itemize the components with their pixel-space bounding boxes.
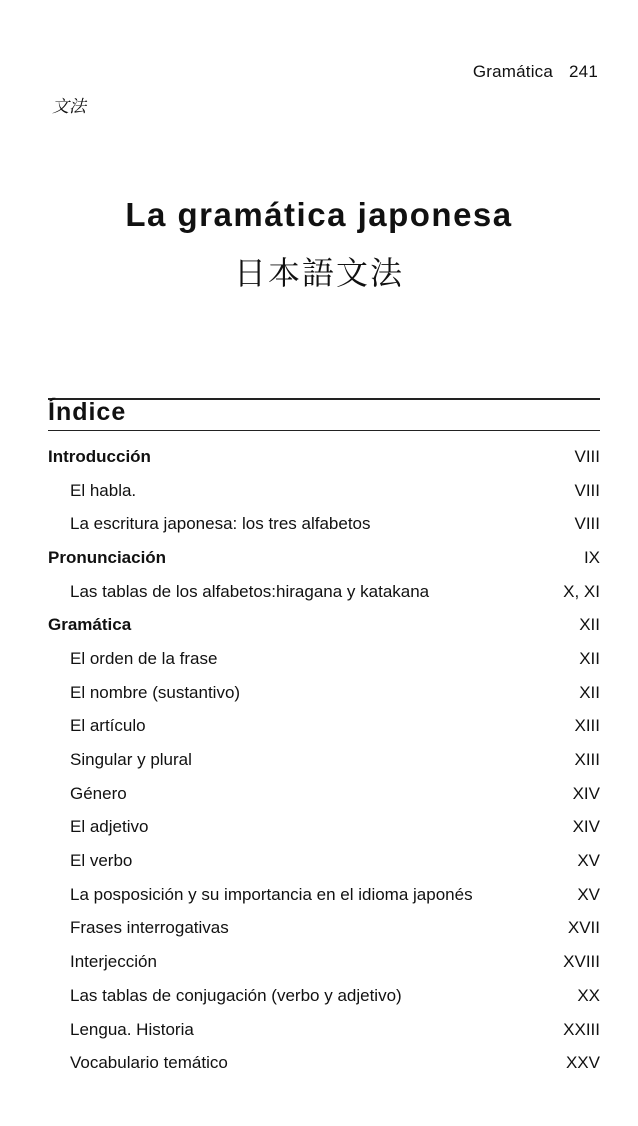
toc-entry-label: El verbo xyxy=(70,851,133,871)
toc-entry-label: El artículo xyxy=(70,716,146,736)
page-title: La gramática japonesa xyxy=(125,196,513,233)
toc-entry-row xyxy=(48,474,600,508)
toc-entry-row xyxy=(48,1046,600,1080)
toc-section-row xyxy=(48,608,600,642)
toc-entry-page: X, XI xyxy=(563,581,600,601)
toc-entry-page: XIII xyxy=(574,716,600,736)
toc-entry-label: Introducción xyxy=(48,446,151,466)
toc-entry-label: El orden de la frase xyxy=(70,648,218,668)
toc-entry-label: Vocabulario temático xyxy=(70,1053,228,1073)
toc-entry-row xyxy=(48,811,600,845)
toc-entry-label: Frases interrogativas xyxy=(70,918,229,938)
toc-entry-page: XV xyxy=(577,884,600,904)
toc-entry-row xyxy=(48,642,600,676)
toc-entry-label: El nombre (sustantivo) xyxy=(70,682,241,702)
toc-entry-row xyxy=(48,507,600,541)
toc-entry-page: XVII xyxy=(567,918,600,938)
toc-entry-page: XVIII xyxy=(563,952,600,972)
toc-entry-page: XII xyxy=(579,648,600,668)
toc-entry-row xyxy=(48,743,600,777)
toc-entry-row xyxy=(48,676,600,710)
toc-entry-label: Interjección xyxy=(70,952,157,972)
toc-entry-page: XXIII xyxy=(563,1019,600,1039)
toc-entry-page: XV xyxy=(577,851,600,871)
toc-entry-label: Gramática xyxy=(48,615,132,635)
toc-entry-row xyxy=(48,710,600,744)
toc-entry-label: Singular y plural xyxy=(70,750,192,770)
toc-section-row xyxy=(48,440,600,474)
header-kanji: 文法 xyxy=(52,97,86,117)
toc-entry-row xyxy=(48,844,600,878)
toc-entry-page: XII xyxy=(579,682,600,702)
toc-entry-row xyxy=(48,979,600,1013)
toc-entry-row xyxy=(48,912,600,946)
toc-entry-page: VIII xyxy=(574,480,600,500)
toc-entry-row xyxy=(48,777,600,811)
toc-entry-page: VIII xyxy=(574,514,600,534)
toc-entry-row xyxy=(48,575,600,609)
toc-entry-label: Las tablas de conjugación (verbo y adjetivo) xyxy=(70,985,402,1005)
index-heading: Índice xyxy=(48,398,127,426)
toc-entry-page: XX xyxy=(577,985,600,1005)
toc-entry-page: XXV xyxy=(565,1053,600,1073)
toc-entry-page: XIV xyxy=(572,783,600,803)
toc-entry-label: La escritura japonesa: los tres alfabetos xyxy=(70,514,371,534)
toc-entry-page: VIII xyxy=(574,446,600,466)
divider-top xyxy=(48,398,600,400)
toc-entry-label: El habla. xyxy=(70,480,137,500)
toc-entry-row xyxy=(48,878,600,912)
toc-entry-label: Pronunciación xyxy=(48,547,167,567)
toc-entry-row xyxy=(48,1013,600,1047)
divider-bottom xyxy=(48,430,600,431)
toc-section-row xyxy=(48,541,600,575)
toc-entry-page: XIII xyxy=(574,750,600,770)
toc-entry-row xyxy=(48,945,600,979)
toc-entry-label: Lengua. Historia xyxy=(70,1019,194,1039)
toc-entry-page: XII xyxy=(579,615,600,635)
toc-entry-label: Género xyxy=(70,783,127,803)
toc-entry-label: La posposición y su importancia en el idioma japonés xyxy=(70,884,473,904)
page-number: 241 xyxy=(569,62,598,81)
table-of-contents xyxy=(48,440,600,1080)
toc-entry-page: XIV xyxy=(572,817,600,837)
toc-entry-label: El adjetivo xyxy=(70,817,149,837)
page-subtitle-japanese: 日本語文法 xyxy=(233,254,404,292)
running-header xyxy=(473,62,598,82)
toc-entry-label: Las tablas de los alfabetos:hiragana y katakana xyxy=(70,581,430,601)
toc-entry-page: IX xyxy=(583,547,600,567)
header-section-title: Gramática xyxy=(472,62,554,81)
